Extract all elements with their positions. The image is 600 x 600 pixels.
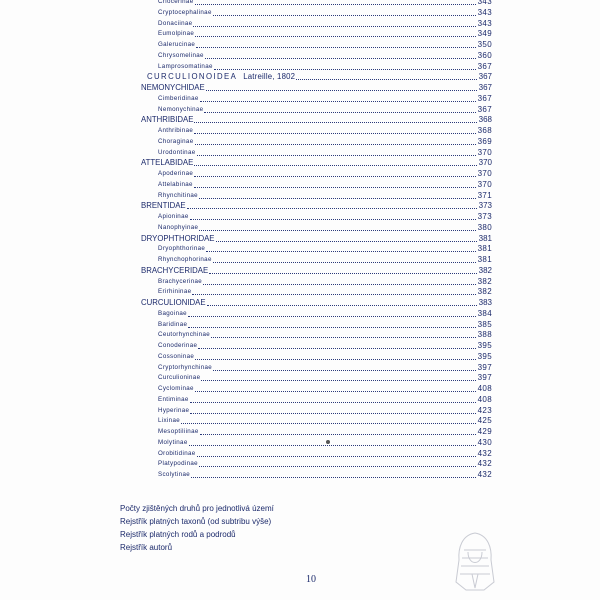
dot-leader [209,272,476,274]
toc-entry-page: 423 [477,405,492,415]
toc-entry-subfamily [158,222,492,233]
dot-leader [190,412,475,414]
dot-leader [213,369,475,371]
toc-entry-label: Hyperinae [158,406,190,414]
toc-entry-label: Brachycerinae [158,277,203,285]
dot-leader [198,347,475,349]
dot-leader [211,336,476,338]
dot-leader [201,379,475,381]
toc-entry-subfamily [158,28,492,39]
dot-leader [195,3,476,5]
dot-leader [203,283,475,285]
dot-leader [195,35,475,37]
toc-entry-label: Donaciinae [158,19,193,27]
toc-entry-label: Lamprosomatinae [158,62,213,70]
toc-entry-subfamily [158,125,492,136]
toc-entry-family [141,297,492,308]
toc-entry-label: Cryptocephalinae [158,8,212,16]
toc-entry-label: Entiminae [158,395,189,403]
dot-leader [192,293,475,295]
dot-leader [205,57,476,59]
toc-entry-label: Orobitidinae [158,449,196,457]
toc-entry-page: 432 [477,459,492,469]
toc-entry-page: 370 [477,147,492,157]
toc-entry-subfamily [158,308,492,319]
toc-entry-page: 380 [477,222,492,232]
toc-entry-page: 370 [477,179,492,189]
toc-entry-page: 349 [477,29,492,39]
appendix-item: Počty zjištěných druhů pro jednotlivá území [120,504,274,513]
toc-entry-subfamily [158,7,492,18]
dot-leader [199,465,476,467]
toc-entry-label: BRACHYCERIDAE [141,265,209,275]
toc-entry-page: 367 [478,72,492,82]
toc-entry-label: DRYOPHTHORIDAE [141,233,215,243]
toc-entry-subfamily [158,93,492,104]
toc-entry-subfamily [158,458,492,469]
toc-entry-family [141,157,492,168]
toc-entry-superfamily [147,71,492,82]
toc-entry-label: BRENTIDAE [141,201,186,211]
toc-entry-label: NEMONYCHIDAE [141,83,205,92]
toc-entry-page: 370 [477,169,492,178]
toc-entry-label: CURCULIONIDAE [141,298,206,307]
toc-entry-page: 432 [477,470,492,479]
dot-leader [196,46,475,48]
toc-entry-label: Lixinae [158,417,181,425]
toc-entry-subfamily [158,276,492,287]
toc-entry-subfamily [158,405,492,416]
toc-entry-subfamily [158,329,492,340]
toc-entry-page: 343 [477,7,492,17]
toc-entry-page: 395 [477,351,492,361]
toc-entry-subfamily [158,39,492,50]
toc-entry-page: 397 [477,362,492,372]
appendix-item: Rejstřík autorů [120,543,173,552]
toc-entry-family [141,114,492,125]
toc-entry-page: 408 [477,394,492,404]
dot-leader [213,14,476,16]
toc-entry-subfamily [158,50,492,61]
dot-leader [190,218,476,220]
toc-entry-subfamily [158,415,492,426]
toc-entry-label: Chrysomelinae [158,51,204,59]
dot-leader [188,315,476,317]
dot-leader [194,121,476,123]
toc-entry-page: 373 [477,212,492,221]
dot-leader [206,89,477,91]
toc-entry-label: Galerucinae [158,41,196,48]
toc-entry-label: Criocerinae [158,0,194,5]
dot-leader [187,207,477,209]
toc-entry-subfamily [158,168,492,179]
toc-entry-page: 368 [478,115,492,125]
toc-entry-label: Urodontinae [158,148,196,156]
toc-entry-page: 369 [477,136,492,146]
toc-entry-page: 382 [478,265,492,275]
toc-entry-page: 343 [477,0,492,6]
dot-leader [197,455,476,457]
toc-entry-page: 360 [477,50,492,60]
dot-leader [194,175,475,177]
toc-entry-label: Ceutorhynchinae [158,331,211,339]
toc-entry-subfamily [158,18,492,29]
toc-entry-label: Bagoinae [158,309,187,317]
toc-entry-label: Cimberidinae [158,94,199,102]
dot-leader [195,390,476,392]
toc-entry-label: Molytinae [158,438,188,446]
toc-entry-subfamily [158,448,492,459]
dot-leader [200,100,476,102]
dot-leader [195,358,475,360]
dot-leader [194,186,476,188]
toc-entry-page: 373 [478,201,492,211]
dot-leader [197,154,476,156]
toc-entry-page: 367 [478,83,492,92]
dot-leader [214,68,476,70]
toc-entry-label: Nemonychinae [158,105,204,113]
toc-entry-page: 388 [477,330,492,340]
toc-entry-label: Choraginae [158,137,194,145]
toc-entry-page: 425 [477,416,492,426]
toc-entry-subfamily [158,286,492,297]
toc-entry-label: ANTHRIBIDAE [141,115,194,125]
toc-entry-page: 367 [477,93,492,103]
toc-entry-subfamily [158,147,492,158]
toc-entry-page: 432 [477,448,492,458]
toc-entry-subfamily [158,351,492,362]
appendix-item: Rejstřík platných taxonů (od subtribu výše) [120,517,272,526]
dot-leader [204,111,475,113]
dot-leader [195,143,476,145]
toc-entry-family [141,200,492,211]
toc-entry-label: Conoderinae [158,342,198,349]
pharaoh-watermark-icon [452,530,498,596]
toc-entry-page: 370 [478,158,492,168]
toc-entry-label: Curculioninae [158,374,201,382]
dot-leader [296,78,476,80]
toc-entry-subfamily [158,179,492,190]
toc-entry-subfamily [158,437,492,448]
toc-entry-label: Baridinae [158,320,188,328]
toc-entry-page: 381 [478,233,492,243]
toc-entry-page: 382 [477,276,492,286]
toc-entry-page: 381 [477,255,492,264]
dot-leader [216,240,477,242]
toc-entry-subfamily [158,383,492,394]
toc-entry-subfamily [158,254,492,265]
toc-entry-label: Mesoptiliinae [158,428,199,435]
toc-entry-label: Apioninae [158,213,189,220]
page-number: 10 [306,574,316,585]
toc-entry-subfamily [158,319,492,330]
dot-leader [199,229,475,231]
toc-entry-label: Nanophyinae [158,223,199,231]
toc-entry-subfamily [158,340,492,351]
dot-leader [190,401,476,403]
toc-entry-family [141,82,492,93]
toc-entry-subfamily [158,243,492,254]
toc-entry-page: 384 [477,308,492,318]
toc-entry-label: Cyclominae [158,385,194,392]
toc-entry-page: 371 [477,190,492,200]
toc-entry-subfamily [158,372,492,383]
toc-entry-subfamily [158,190,492,201]
toc-entry-author: Latreille, 1802 [243,72,296,82]
toc-entry-family [141,265,492,276]
toc-entry-page: 367 [477,104,492,114]
toc-entry-label: Rhynchitinae [158,191,198,199]
toc-entry-subfamily [158,469,492,480]
toc-entry-page: 383 [478,298,492,307]
dot-leader [194,164,476,166]
toc-entry-page: 382 [477,287,492,297]
toc-entry-page: 429 [477,427,492,436]
toc-entry-subfamily [158,211,492,222]
dot-leader [189,444,476,446]
dot-leader [200,433,476,435]
toc-entry-subfamily [158,61,492,72]
toc-entry-label: Apoderinae [158,170,194,177]
dot-leader [206,250,475,252]
dot-leader [191,476,476,478]
toc-entry-page: 385 [477,319,492,329]
toc-entry-subfamily [158,426,492,437]
toc-entry-page: 408 [477,384,492,393]
toc-entry-page: 395 [477,341,492,350]
toc-entry-label: Attelabinae [158,180,193,188]
toc-entry-page: 368 [477,126,492,135]
toc-entry-label: Platypodinae [158,460,198,468]
dot-leader [194,132,475,134]
toc-entry-page: 350 [477,40,492,49]
toc-entry-label: Erirhininae [158,288,192,296]
toc-entry-page: 397 [477,373,492,383]
dot-leader [181,422,476,424]
toc-entry-label: CURCULIONOIDEA [147,72,238,82]
toc-entry-label: Dryophthorinae [158,245,206,253]
toc-entry-subfamily [158,362,492,373]
toc-entry-page: 367 [477,61,492,71]
toc-entry-label: Cossoninae [158,352,195,360]
toc-entry-subfamily [158,394,492,405]
dot-leader [213,261,476,263]
toc-entry-family [141,233,492,244]
dot-leader [207,304,477,306]
toc-entry-label: Anthribinae [158,127,194,134]
toc-entry-label: Scolytinae [158,471,191,478]
toc-entry-label: Rhynchophorinae [158,256,212,263]
toc-entry-label: ATTELABIDAE [141,158,194,168]
appendix-item: Rejstřík platných rodů a podrodů [120,530,236,539]
toc-entry-page: 381 [477,244,492,254]
toc-entry-label: Cryptorhynchinae [158,363,213,371]
ink-speck [326,440,330,444]
dot-leader [188,326,475,328]
toc-entry-subfamily [158,104,492,115]
toc-entry-subfamily [158,136,492,147]
toc-entry-page: 343 [477,18,492,28]
dot-leader [199,197,476,199]
toc-entry-label: Eumolpinae [158,30,195,38]
dot-leader [193,25,475,27]
toc-entry-page: 430 [477,437,492,447]
